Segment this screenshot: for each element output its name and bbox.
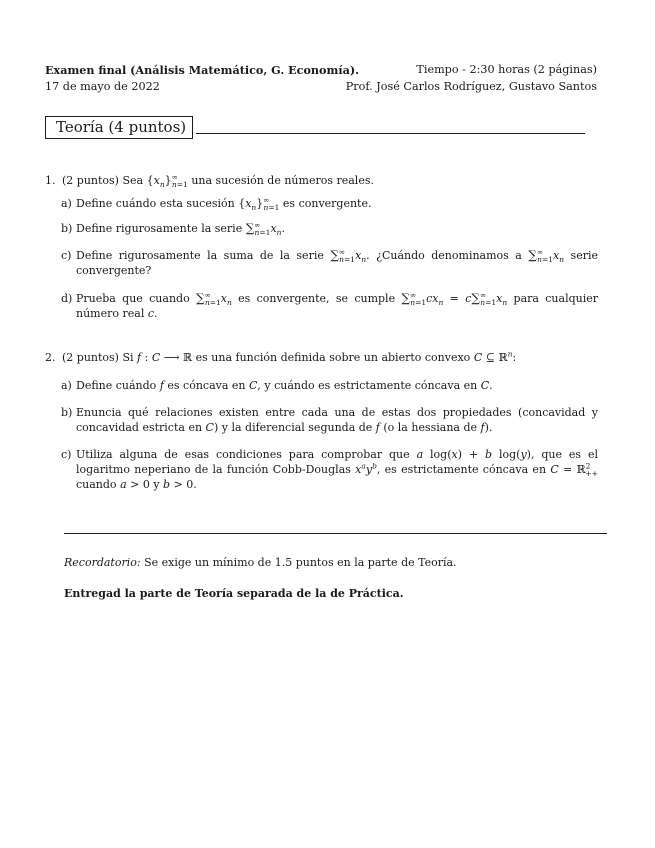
item-label: a) xyxy=(61,379,72,392)
question-2-item-c xyxy=(61,447,598,492)
question-number: 2. xyxy=(45,351,56,364)
professors: Prof. José Carlos Rodríguez, Gustavo Santos xyxy=(345,80,597,93)
reminder-label: Recordatorio: xyxy=(64,556,141,569)
section-title: Teoría (4 puntos) xyxy=(45,116,193,139)
divider-line xyxy=(64,533,607,534)
header-row-2 xyxy=(45,80,597,93)
question-points: (2 puntos) xyxy=(62,174,119,187)
item-text: Define cuándo f es cóncava en C, y cuándo es estrictamente cóncava en C. xyxy=(76,379,493,392)
item-text: Define rigurosamente la serie $\sum^\infty_{n=1}x_n$. xyxy=(76,220,286,238)
exam-title: Examen final (Análisis Matemático, G. Economía). xyxy=(45,63,360,77)
question-2: 2. (2 puntos) Si f : C ⟶ ℝ es una función definida sobre un abierto convexo C ⊆ ℝ$^n$: xyxy=(45,349,517,364)
item-label: c) xyxy=(61,249,72,262)
item-text: Enuncia qué relaciones existen entre cada una de estas dos propiedades (concavidad y concavidad estricta en C) y la diferencial segunda de f (o la hessiana de f). xyxy=(76,406,598,434)
item-text: Define rigurosamente la suma de la serie $\sum^\infty_{n=1}x_n$. ¿Cuándo denominamos a $\sum^\infty_{n=1}x_n$ serie convergente? xyxy=(76,247,598,277)
question-2-item-a xyxy=(61,378,598,393)
instruction: Entregad la parte de Teoría separada de la de Práctica. xyxy=(64,587,404,600)
question-1-item-d xyxy=(61,291,598,321)
section-header xyxy=(45,116,585,138)
exam-time: Tiempo - 2:30 horas (2 páginas) xyxy=(416,63,597,76)
item-label: b) xyxy=(61,222,73,235)
item-label: d) xyxy=(61,292,73,305)
question-1-item-b xyxy=(61,221,598,236)
question-1: 1. (2 puntos) Sea $\{x_n\}^\infty_{n=1}$ una sucesión de números reales. xyxy=(45,172,374,190)
exam-date: 17 de mayo de 2022 xyxy=(45,80,160,93)
question-intro: una sucesión de números reales. xyxy=(191,174,374,187)
item-text: Prueba que cuando $\sum^\infty_{n=1}x_n$ es convergente, se cumple $\sum^\infty_{n=1}cx_n = c\sum^\infty_{n=1}x_n$ para cualquier número real c. xyxy=(76,290,598,320)
header-row-1 xyxy=(45,63,597,77)
reminder-text: Se exige un mínimo de 1.5 puntos en la parte de Teoría. xyxy=(144,556,457,569)
question-points: (2 puntos) xyxy=(62,351,119,364)
question-1-item-c xyxy=(61,248,598,278)
question-2-item-b xyxy=(61,405,598,435)
question-number: 1. xyxy=(45,174,56,187)
section-rule xyxy=(196,133,585,134)
reminder xyxy=(64,556,457,569)
item-label: b) xyxy=(61,406,73,419)
item-label: c) xyxy=(61,448,72,461)
item-text: Utiliza alguna de esas condiciones para comprobar que a log(x) + b log(y), que es el logaritmo neperiano de la función Cobb-Douglas $x^ay^b$, es estrictamente cóncava en C = ℝ$^2_{++}$ cuando a > 0 y b > 0. xyxy=(76,448,598,491)
question-1-item-a xyxy=(61,196,598,211)
item-label: a) xyxy=(61,197,72,210)
item-text: Define cuándo esta sucesión $\{x_n\}^\infty_{n=1}$ es convergente. xyxy=(76,195,372,213)
